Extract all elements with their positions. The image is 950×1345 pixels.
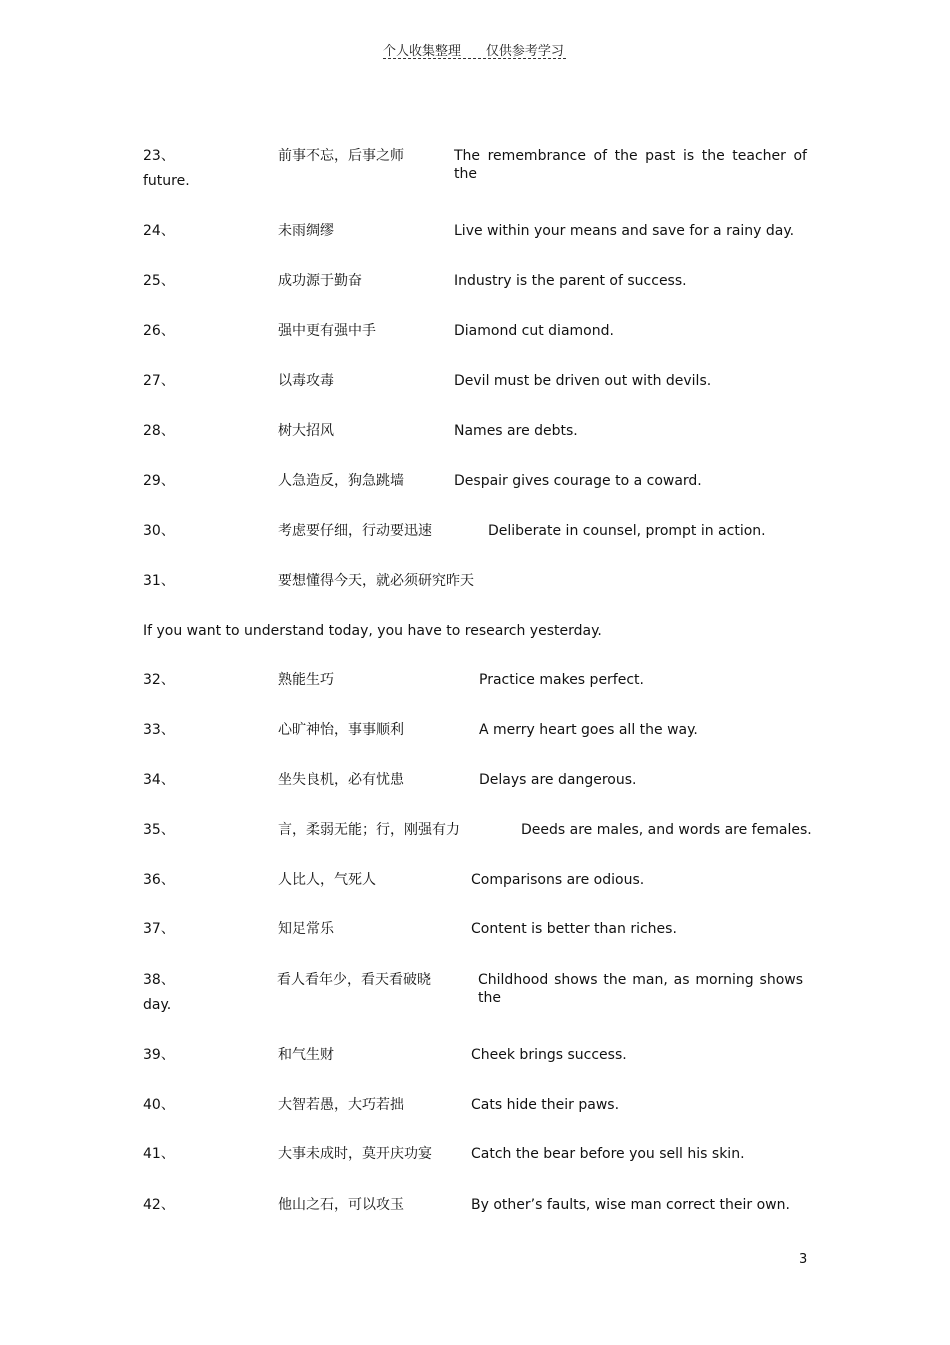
entry-34-number: 34、 <box>143 772 175 788</box>
entry-33-english: A merry heart goes all the way. <box>479 722 698 738</box>
entry-38-chinese: 看人看年少，看天看破晓 <box>277 972 431 988</box>
entry-24-english: Live within your means and save for a rainy day. <box>454 223 795 239</box>
entry-27-english: Devil must be driven out with devils. <box>454 373 712 389</box>
entry-28-number: 28、 <box>143 423 175 439</box>
entry-41-number: 41、 <box>143 1146 175 1162</box>
entry-42-number: 42、 <box>143 1197 175 1213</box>
page-number: 3 <box>799 1252 808 1267</box>
entry-41-english: Catch the bear before you sell his skin. <box>471 1146 745 1162</box>
entry-37-english: Content is better than riches. <box>471 921 677 937</box>
entry-36-english: Comparisons are odious. <box>471 872 645 888</box>
entry-27-number: 27、 <box>143 373 175 389</box>
entry-35-chinese: 言，柔弱无能；行，刚强有力 <box>278 822 460 838</box>
entry-30-english: Deliberate in counsel, prompt in action. <box>488 523 766 539</box>
entry-38-english-line1: Childhood shows the man, as morning shows the <box>478 972 803 1006</box>
entry-24-number: 24、 <box>143 223 175 239</box>
entry-36-number: 36、 <box>143 872 175 888</box>
entry-30-chinese: 考虑要仔细，行动要迅速 <box>278 523 432 539</box>
entry-41-chinese: 大事未成时，莫开庆功宴 <box>278 1146 432 1162</box>
entry-26-english: Diamond cut diamond. <box>454 323 614 339</box>
entry-40-number: 40、 <box>143 1097 175 1113</box>
header-right-text: 仅供参考学习 <box>485 44 564 59</box>
entry-38-number: 38、 <box>143 972 175 988</box>
entry-34-english: Delays are dangerous. <box>479 772 637 788</box>
entry-26-number: 26、 <box>143 323 175 339</box>
entry-33-chinese: 心旷神怡，事事顺利 <box>278 722 404 738</box>
entry-23-english-line2: future. <box>143 173 190 189</box>
entry-37-chinese: 知足常乐 <box>278 921 334 937</box>
entry-39-english: Cheek brings success. <box>471 1047 627 1063</box>
entry-28-english: Names are debts. <box>454 423 578 439</box>
entry-30-number: 30、 <box>143 523 175 539</box>
entry-25-english: Industry is the parent of success. <box>454 273 687 289</box>
header-left-text: 个人收集整理 <box>383 44 462 59</box>
entry-32-number: 32、 <box>143 672 175 688</box>
entry-23-chinese: 前事不忘，后事之师 <box>278 148 404 164</box>
entry-36-chinese: 人比人，气死人 <box>278 872 376 888</box>
entry-42-chinese: 他山之石，可以攻玉 <box>278 1197 404 1213</box>
entry-37-number: 37、 <box>143 921 175 937</box>
entry-40-english: Cats hide their paws. <box>471 1097 620 1113</box>
entry-25-chinese: 成功源于勤奋 <box>278 273 362 289</box>
entry-27-chinese: 以毒攻毒 <box>278 373 334 389</box>
entry-26-chinese: 强中更有强中手 <box>278 323 376 339</box>
entry-34-chinese: 坐失良机，必有忧患 <box>278 772 404 788</box>
entry-29-number: 29、 <box>143 473 175 489</box>
entry-23-english-line1: The remembrance of the past is the teacher of the <box>454 148 807 182</box>
entry-24-chinese: 未雨绸缪 <box>278 223 334 239</box>
entry-35-number: 35、 <box>143 822 175 838</box>
entry-31-english: If you want to understand today, you have to research yesterday. <box>143 623 602 639</box>
entry-39-chinese: 和气生财 <box>278 1047 334 1063</box>
entry-32-english: Practice makes perfect. <box>479 672 644 688</box>
entry-23-number: 23、 <box>143 148 175 164</box>
entry-40-chinese: 大智若愚，大巧若拙 <box>278 1097 404 1113</box>
header-dashed-rule <box>383 58 566 59</box>
entry-35-english: Deeds are males, and words are females. <box>521 822 812 838</box>
entry-39-number: 39、 <box>143 1047 175 1063</box>
entry-28-chinese: 树大招风 <box>278 423 334 439</box>
entry-31-chinese: 要想懂得今天，就必须研究昨天 <box>278 573 474 589</box>
entry-31-number: 31、 <box>143 573 175 589</box>
entry-32-chinese: 熟能生巧 <box>278 672 334 688</box>
page-header <box>383 40 564 59</box>
entry-38-english-line2: day. <box>143 997 172 1013</box>
entry-42-english: By other’s faults, wise man correct their own. <box>471 1197 790 1213</box>
entry-25-number: 25、 <box>143 273 175 289</box>
entry-33-number: 33、 <box>143 722 175 738</box>
entry-29-english: Despair gives courage to a coward. <box>454 473 702 489</box>
entry-29-chinese: 人急造反，狗急跳墙 <box>278 473 404 489</box>
